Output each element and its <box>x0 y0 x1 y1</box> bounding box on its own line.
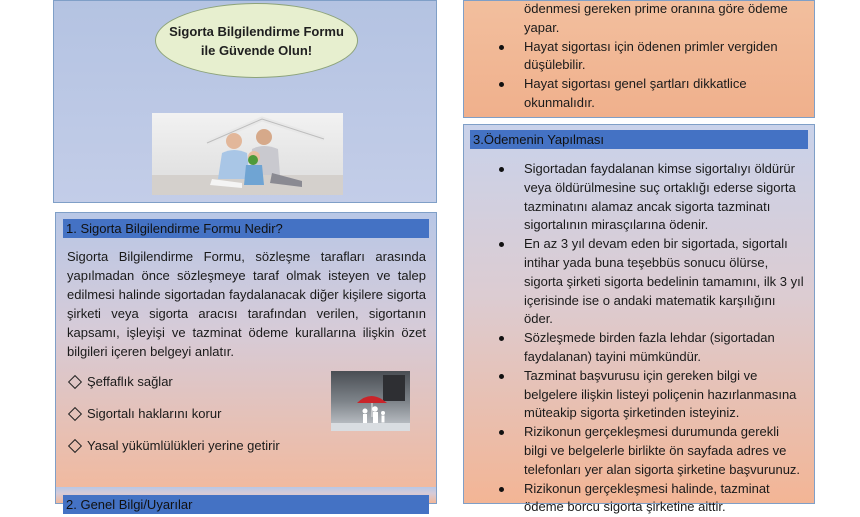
list-item-label: Şeffaflık sağlar <box>87 374 173 389</box>
list-item <box>499 235 805 329</box>
list-item-label: Sigortadan faydalanan kimse sigortalıyı öldürür veya öldürülmesine suç ortaklığı ederse sigorta tazminatını alamaz ancak sigorta tazminatı sigortalının mirasçılarına ödenir. <box>524 161 796 233</box>
list-item <box>499 0 799 38</box>
list-item <box>499 423 805 479</box>
diamond-bullet-icon <box>68 407 82 421</box>
list-item-label: Sigortalı haklarını korur <box>87 406 222 421</box>
section-3-list <box>499 160 805 517</box>
list-item <box>499 38 799 76</box>
hero-title-bubble <box>155 3 358 78</box>
list-item <box>499 367 805 423</box>
bullet-icon <box>499 374 504 379</box>
section-2-heading: 2. Genel Bilgi/Uyarılar <box>63 495 429 514</box>
list-item <box>499 75 799 113</box>
diamond-bullet-icon <box>68 375 82 389</box>
section-3-heading: 3.Ödemenin Yapılması <box>470 130 808 149</box>
bullet-icon <box>499 82 504 87</box>
list-item-label: Hayat sigortası genel şartları dikkatlice okunmalıdır. <box>524 76 747 110</box>
hero-title: Sigorta Bilgilendirme Formu ile Güvende Olun! <box>169 23 344 58</box>
diamond-bullet-icon <box>68 439 82 453</box>
list-item-label: Rizikonun gerçekleşmesi durumunda gerekli bilgi ve belgelerle birlikte ön sayfada adres ve telefonları yer alan sigorta şirketine başvurunuz. <box>524 424 801 477</box>
list-item-label: Tazminat başvurusu için gereken bilgi ve belgelere ilişkin listeyi poliçenin hazırlanmasına müteakip sigorta şirketinden isteyiniz. <box>524 367 797 421</box>
family-photo <box>152 113 343 195</box>
bullet-icon <box>499 487 504 492</box>
list-item-label: Yasal yükümlülükleri yerine getirir <box>87 438 280 453</box>
bullet-icon <box>499 430 504 435</box>
bullet-icon <box>499 167 504 172</box>
list-item <box>68 436 318 468</box>
bullet-icon <box>499 336 504 341</box>
list-item-label: Sözleşmede birden fazla lehdar (sigortadan faydalanan) tayini mümkündür. <box>524 330 775 364</box>
bullet-icon <box>499 45 504 50</box>
benefits-list <box>68 372 318 468</box>
list-item <box>499 329 805 367</box>
list-item-label: En az 3 yıl devam eden bir sigortada, sigortalı intihar yada buna teşebbüs sonucu ölürse, sigorta şirketi sigorta bedelinin tamamını, ilk 3 yıl içerisinde ise o andaki matematik karşılığını öder. <box>524 236 804 327</box>
umbrella-family-photo <box>331 371 410 431</box>
list-item-label: Hayat sigortası için ödenen primler vergiden düşülebilir. <box>524 38 778 73</box>
section-1-heading: 1. Sigorta Bilgilendirme Formu Nedir? <box>63 219 429 238</box>
list-item <box>499 160 805 235</box>
bullet-icon <box>499 242 504 247</box>
list-item <box>499 480 805 517</box>
family-illustration <box>152 113 343 195</box>
section-1-paragraph: Sigorta Bilgilendirme Formu, sözleşme tarafları arasında yapılmadan önce sözleşmeye taraf olmak isteyen ve talep edilmesi halinde sigortadan faydalanacak diğer kişilere sigorta şirketi veya sigorta aracısı tarafından verilen, sigortanın kapsamı, işleyişi ve tazminat ödeme kurallarına ilişkin özet bilgileri içeren belgeyi anlatır. <box>67 249 426 359</box>
list-item-label: Rizikonun gerçekleşmesi halinde, tazminat ödeme borcu sigorta şirketine aittir. <box>524 480 770 515</box>
list-item <box>68 372 318 404</box>
list-item-label: ödenmesi gereken prime oranına göre ödeme yapar. <box>524 1 788 35</box>
top-right-list <box>499 0 799 113</box>
list-item <box>68 404 318 436</box>
umbrella-protection-illustration <box>331 371 410 431</box>
